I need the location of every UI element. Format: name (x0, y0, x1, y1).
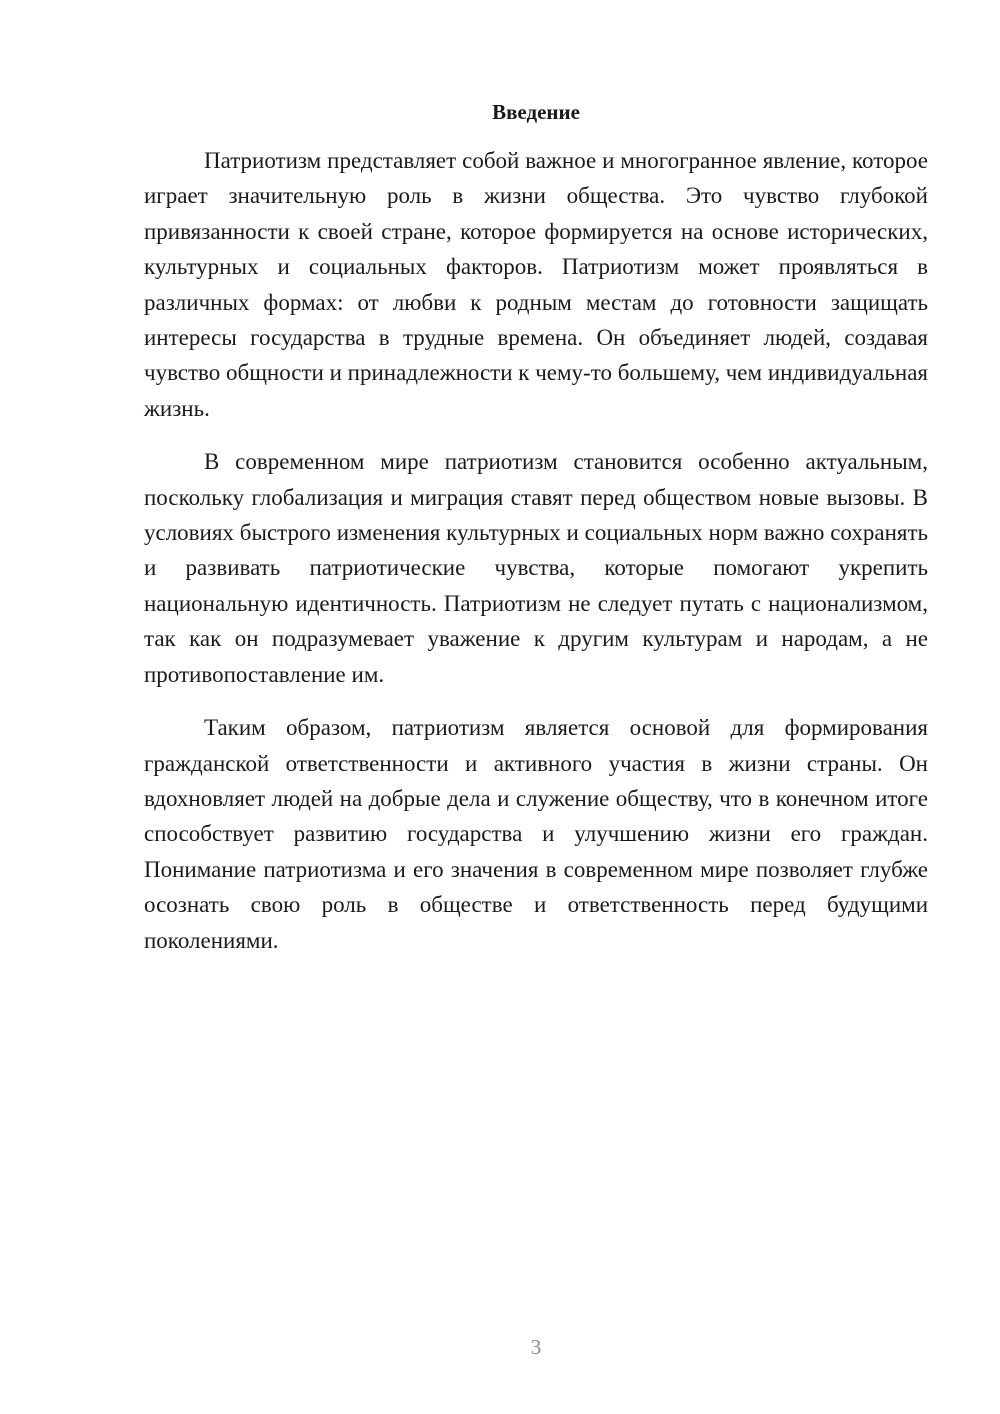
paragraph-1: Патриотизм представляет собой важное и многогранное явление, которое играет значительную роль в жизни общества. Это чувство глубокой привязанности к своей стране, которое формируется на основе исторических, культурных и социальных факторов. Патриотизм может проявляться в различных формах: от любви к родным местам до готовности защищать интересы государства в трудные времена. Он объединяет людей, создавая чувство общности и принадлежности к чему-то большему, чем индивидуальная жизнь. (144, 148, 928, 421)
document-body (144, 143, 928, 958)
page-number: 3 (530, 1335, 542, 1359)
section-title: Введение (492, 100, 580, 124)
paragraph-3: Таким образом, патриотизм является основой для формирования гражданской ответственности и активного участия в жизни страны. Он вдохновляет людей на добрые дела и служение обществу, что в конечном итоге способствует развитию государства и улучшению жизни его граждан. Понимание патриотизма и его значения в современном мире позволяет глубже осознать свою роль в обществе и ответственность перед будущими поколениями. (144, 715, 928, 953)
paragraph-2: В современном мире патриотизм становится особенно актуальным, поскольку глобализация и миграция ставят перед обществом новые вызовы. В условиях быстрого изменения культурных и социальных норм важно сохранять и развивать патриотические чувства, которые помогают укрепить национальную идентичность. Патриотизм не следует путать с национализмом, так как он подразумевает уважение к другим культурам и народам, а не противопоставление им. (144, 449, 928, 687)
